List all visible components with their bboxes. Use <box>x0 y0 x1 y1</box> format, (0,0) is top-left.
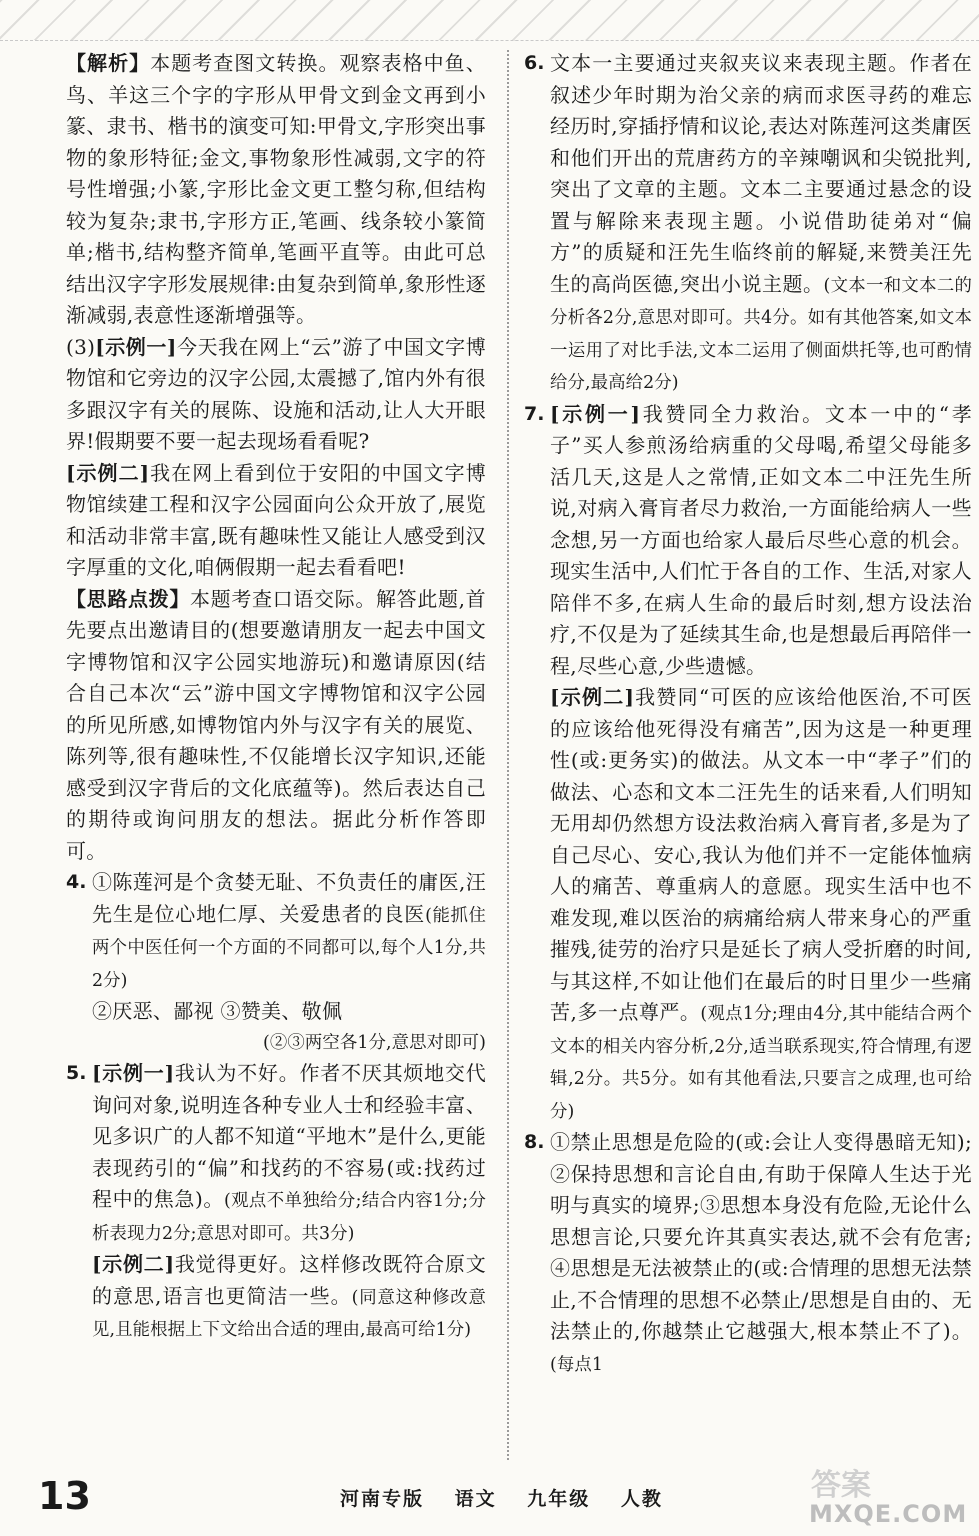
q3-example-two <box>66 458 486 584</box>
page-footer <box>0 1460 979 1536</box>
right-column <box>524 48 972 1380</box>
q7-ex2-text: 我赞同“可医的应该给他医治,不可医的应该给他死得没有痛苦”,因为这是一种更理性(或:更务实)的做法。从文本一中“孝子”们的做法、心态和文本二汪先生的话来看,人们明知无用却仍然想方设法救治病入膏肓者,多是为了自己尽心、安心,我认为他们并不一定能体恤病人的痛苦、尊重病人的意愿。现实生活中也不难发现,难以医治的病痛给病人带来身心的严重摧残,徒劳的治疗只是延长了病人受折磨的时间,与其这样,不如让他们在最后的时日里少一些痛苦,多一点尊严。 <box>550 685 972 1024</box>
q8-answer <box>550 1127 972 1380</box>
q3-ex2-tag: [示例二] <box>66 460 150 485</box>
q6-text: 文本一主要通过夹叙夹议来表现主题。作者在叙述少年时期为治父亲的病而求医寻药的难忘经历时,穿插抒情和议论,表达对陈莲河这类庸医和他们开出的荒唐药方的辛辣嘲讽和尖锐批判,突出了文章的主题。文本二主要通过悬念的设置与解除来表现主题。小说借助徒弟对“偏方”的质疑和汪先生临终前的解疑,来赞美汪先生的高尚医德,突出小说主题。 <box>550 51 972 296</box>
question-7 <box>524 399 972 1128</box>
q7-example-two <box>550 682 972 1127</box>
thinking-tips-paragraph <box>66 584 486 868</box>
q3-example-one <box>66 332 486 458</box>
q4-score2: (②③两空各1分,意思对即可) <box>263 1032 486 1053</box>
book-info <box>340 1484 685 1511</box>
q7-score: (观点1分;理由4分,其中能结合两个文本的相关内容分析,2分,适当联系现实,符合情理,有逻辑,2分。共5分。如有其他看法,只要言之成理,也可给分) <box>550 1004 972 1122</box>
q7-number: 7. <box>524 402 545 425</box>
page-number: 13 <box>38 1474 91 1518</box>
q6-number: 6. <box>524 52 545 74</box>
publisher-label: 人教 <box>620 1488 663 1510</box>
q5-ex2-text: 我觉得更好。这样修改既符合原文的意思,语言也更简洁一些。 <box>92 1252 486 1308</box>
q3-prefix: (3) <box>66 334 96 359</box>
q5-ex2-score: (同意这种修改意见,且能根据上下文给出合适的理由,最高可给1分) <box>92 1287 486 1340</box>
thinking-tips-tag: 【思路点拨】 <box>66 586 190 611</box>
q3-ex1-tag: [示例一] <box>95 334 177 359</box>
q8-number: 8. <box>524 1131 545 1153</box>
q5-ex1-text: 我认为不好。作者不厌其烦地交代询问对象,说明连各种专业人士和经验丰富、见多识广的人都不知道“平地木”是什么,更能表现药引的“偏”和找药的不容易(或:找药过程中的焦急)。 <box>92 1061 486 1211</box>
site-watermark <box>801 1460 971 1530</box>
q7-ex1-text: 我赞同全力救治。文本一中的“孝子”买人参煎汤给病重的父母喝,希望父母能多活几天,这是人之常情,正如文本二中汪先生所说,对病入膏肓者尽力救治,一方面能给病人一些念想,另一方面也给家人最后尽些心意的机会。现实生活中,人们忙于各自的工作、生活,对家人陪伴不多,在病人生命的最后时刻,想方设法治疗,不仅是为了延续其生命,也是想最后再陪伴一程,尽些心意,少些遗憾。 <box>550 401 972 678</box>
q7-example-one <box>550 399 972 683</box>
q5-ex1-tag: [示例一] <box>92 1061 175 1085</box>
q4-text: ①陈莲河是个贪婪无耻、不负责任的庸医,汪先生是位心地仁厚、关爱患者的良医 <box>92 870 486 926</box>
q5-number: 5. <box>66 1062 87 1084</box>
subject-label: 语文 <box>454 1488 497 1510</box>
q6-score: (文本一和文本二的分析各2分,意思对即可。共4分。如有其他答案,如文本一运用了对比手法,文本二运用了侧面烘托等,也可酌情给分,最高给2分) <box>550 275 973 393</box>
edition-label: 河南专版 <box>340 1488 425 1510</box>
q7-ex1-tag: [示例一] <box>550 401 641 426</box>
grade-label: 九年级 <box>527 1488 591 1510</box>
q4-answer-line2: ②厌恶、鄙视 ③赞美、敬佩 <box>92 999 343 1023</box>
q5-ex1-score: (观点不单独给分;结合内容1分;分析表现力2分;意思对即可。共3分) <box>92 1191 486 1244</box>
watermark-logo: 答案 <box>811 1468 871 1503</box>
column-divider <box>507 50 509 1460</box>
q5-ex2-tag: [示例二] <box>92 1252 175 1276</box>
question-8 <box>524 1127 972 1380</box>
q3-ex2-text: 我在网上看到位于安阳的中国文字博物馆续建工程和汉字公园面向公众开放了,展览和活动非常丰富,既有趣味性又能让人感受到汉字厚重的文化,咱俩假期一起去看看吧! <box>66 460 486 579</box>
question-5 <box>66 1058 486 1346</box>
q8-score: (每点1 <box>550 1354 604 1375</box>
analysis-text: 本题考查图文转换。观察表格中鱼、鸟、羊这三个字的字形从甲骨文到金文再到小篆、隶书、楷书的演变可知:甲骨文,字形突出事物的象形特征;金文,事物象形性减弱,文字的符号性增强;小篆,字形比金文更工整匀称,但结构较为复杂;隶书,字形方正,笔画、线条较小篆简单;楷书,结构整齐简单,笔画平直等。由此可总结出汉字字形发展规律:由复杂到简单,象形性逐渐减弱,表意性逐渐增强等。 <box>66 51 486 327</box>
q4-number: 4. <box>66 871 87 893</box>
q8-text: ①禁止思想是危险的(或:会让人变得愚暗无知);②保持思想和言论自由,有助于保障人生达于光明与真实的境界;③思想本身没有危险,无论什么思想言论,只要允许其真实表达,就不会有危害;④思想是无法被禁止的(或:合情理的思想无法禁止,不合情理的思想不必禁止/思想是自由的、无法禁止的,你越禁止它越强大,根本禁止不了)。 <box>550 1130 972 1343</box>
q5-example-two <box>92 1249 486 1346</box>
analysis-paragraph <box>66 48 486 332</box>
q6-answer <box>550 48 972 399</box>
watermark-site: MXQE.COM <box>809 1500 968 1528</box>
question-4 <box>66 867 486 1058</box>
analysis-tag: 【解析】 <box>66 51 151 75</box>
question-6 <box>524 48 972 399</box>
thinking-tips-text: 本题考查口语交际。解答此题,首先要点出邀请目的(想要邀请朋友一起去中国文字博物馆和汉字公园实地游玩)和邀请原因(结合自己本次“云”游中国文字博物馆和汉字公园的所见所感,如博物馆内外与汉字有关的展览、陈列等,很有趣味性,不仅能增长汉字知识,还能感受到汉字背后的文化底蕴等)。然后表达自己的期待或询问朋友的想法。据此分析作答即可。 <box>66 586 486 863</box>
header-decoration <box>0 0 979 41</box>
left-column <box>66 48 486 1346</box>
q4-answer <box>92 867 486 996</box>
q3-ex1-text: 今天我在网上“云”游了中国文字博物馆和它旁边的汉字公园,太震撼了,馆内外有很多跟汉字有关的展陈、设施和活动,让人大开眼界!假期要不要一起去现场看看呢? <box>66 334 486 453</box>
q7-ex2-tag: [示例二] <box>550 685 635 709</box>
q4-score: (能抓住两个中医任何一个方面的不同都可以,每个人1分,共2分) <box>92 905 486 991</box>
q5-example-one <box>92 1058 486 1249</box>
